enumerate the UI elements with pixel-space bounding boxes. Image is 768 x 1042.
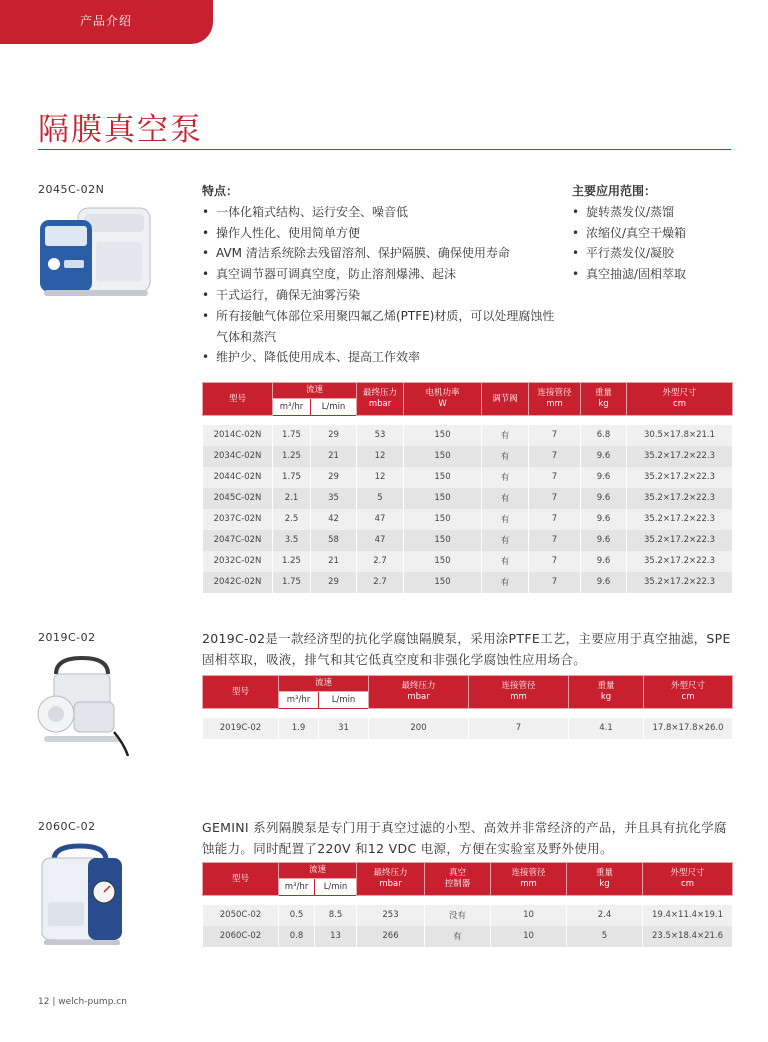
- col-header-pressure: 最终压力 mbar: [357, 383, 404, 416]
- table-cell: 有: [482, 467, 529, 488]
- col-header-model: 型号: [203, 676, 279, 709]
- table-cell: 2034C-02N: [203, 446, 273, 467]
- table-cell: 35.2×17.2×22.3: [627, 509, 733, 530]
- table-cell: 有: [482, 425, 529, 446]
- table-cell: 150: [404, 530, 482, 551]
- table-cell: 35: [311, 488, 357, 509]
- spec-table-2045c: [202, 382, 733, 593]
- table-cell: 31: [319, 718, 369, 739]
- col-header-port: 连接管径 mm: [469, 676, 569, 709]
- feature-item: • AVM 清洁系统除去残留溶剂、保护隔膜、确保使用寿命: [202, 243, 562, 264]
- col-header-pressure: 最终压力 mbar: [357, 863, 425, 896]
- page-footer: 12 | welch-pump.cn: [38, 997, 127, 1007]
- table-cell: 9.6: [581, 446, 627, 467]
- table-cell: 23.5×18.4×21.6: [643, 926, 733, 947]
- table-cell: 7: [529, 509, 581, 530]
- table-cell: 47: [357, 509, 404, 530]
- table-cell: 2.4: [567, 905, 643, 926]
- feature-item: • 维护少、降低使用成本、提高工作效率: [202, 347, 562, 368]
- table-cell: 13: [315, 926, 357, 947]
- feature-item: • 干式运行，确保无油雾污染: [202, 285, 562, 306]
- pump-2060c-image: [36, 842, 128, 948]
- col-header-controller: 真空 控制器: [425, 863, 491, 896]
- page-title: 隔膜真空泵: [38, 112, 203, 148]
- table-row: [203, 926, 733, 947]
- table-row: [203, 530, 733, 551]
- table-cell: 150: [404, 509, 482, 530]
- table-cell: 17.8×17.8×26.0: [644, 718, 733, 739]
- col-header-flow-m3: m³/hr: [279, 692, 319, 709]
- table-cell: 12: [357, 446, 404, 467]
- table-cell: 21: [311, 446, 357, 467]
- title-divider: [38, 149, 731, 150]
- section-header-label: 产品介绍: [80, 14, 133, 28]
- table-cell: 有: [425, 926, 491, 947]
- table-cell: 10: [491, 926, 567, 947]
- table-cell: 2042C-02N: [203, 572, 273, 593]
- table-cell: 有: [482, 509, 529, 530]
- col-header-dims: 外型尺寸 cm: [644, 676, 733, 709]
- table-cell: 150: [404, 446, 482, 467]
- pump-2045c-image: [36, 202, 154, 298]
- table-cell: 29: [311, 425, 357, 446]
- col-header-dims: 外型尺寸 cm: [627, 383, 733, 416]
- feature-item: • 操作人性化、使用简单方便: [202, 223, 562, 244]
- table-cell: 8.5: [315, 905, 357, 926]
- col-header-weight: 重量 kg: [567, 863, 643, 896]
- feature-item: • 真空调节器可调真空度，防止溶剂爆沸、起沫: [202, 264, 562, 285]
- table-cell: 29: [311, 467, 357, 488]
- table-cell: 0.8: [279, 926, 315, 947]
- spec-table-body: [203, 896, 733, 947]
- table-cell: 30.5×17.8×21.1: [627, 425, 733, 446]
- application-item: • 平行蒸发仪/凝胶: [572, 243, 732, 264]
- table-cell: 7: [529, 425, 581, 446]
- table-cell: 1.25: [273, 446, 311, 467]
- spec-table-body: [203, 709, 733, 739]
- applications-list: [572, 202, 732, 285]
- table-cell: 1.9: [279, 718, 319, 739]
- spec-table-body: [203, 416, 733, 593]
- table-cell: 1.75: [273, 467, 311, 488]
- table-cell: 9.6: [581, 467, 627, 488]
- table-row: [203, 905, 733, 926]
- table-cell: 7: [469, 718, 569, 739]
- application-item: • 真空抽滤/固相萃取: [572, 264, 732, 285]
- table-cell: 9.6: [581, 530, 627, 551]
- col-header-flow-lmin: L/min: [311, 399, 357, 416]
- model-label-2060c: 2060C-02: [38, 820, 96, 833]
- table-cell: 12: [357, 467, 404, 488]
- model-label-2045c: 2045C-02N: [38, 183, 105, 196]
- features-list: [202, 202, 562, 368]
- table-cell: 2.7: [357, 572, 404, 593]
- table-cell: 35.2×17.2×22.3: [627, 551, 733, 572]
- table-cell: 35.2×17.2×22.3: [627, 467, 733, 488]
- col-header-port: 连接管径 mm: [529, 383, 581, 416]
- features-title: 特点：: [202, 184, 239, 198]
- table-cell: 53: [357, 425, 404, 446]
- table-cell: 2045C-02N: [203, 488, 273, 509]
- table-cell: 6.8: [581, 425, 627, 446]
- table-row: [203, 718, 733, 739]
- col-header-valve: 调节阀: [482, 383, 529, 416]
- table-cell: 5: [567, 926, 643, 947]
- table-cell: 2.1: [273, 488, 311, 509]
- table-cell: 2050C-02: [203, 905, 279, 926]
- table-cell: 9.6: [581, 551, 627, 572]
- table-cell: 35.2×17.2×22.3: [627, 446, 733, 467]
- table-cell: 2014C-02N: [203, 425, 273, 446]
- col-header-model: 型号: [203, 383, 273, 416]
- feature-item: • 一体化箱式结构、运行安全、噪音低: [202, 202, 562, 223]
- feature-item: • 所有接触气体部位采用聚四氟乙烯(PTFE)材质，可以处理腐蚀性气体和蒸汽: [202, 306, 562, 348]
- col-header-flow-m3: m³/hr: [273, 399, 311, 416]
- table-cell: 7: [529, 467, 581, 488]
- table-cell: 200: [369, 718, 469, 739]
- table-cell: 2.7: [357, 551, 404, 572]
- table-cell: 1.75: [273, 572, 311, 593]
- table-cell: 253: [357, 905, 425, 926]
- table-cell: 10: [491, 905, 567, 926]
- table-cell: 150: [404, 467, 482, 488]
- model-label-2019c: 2019C-02: [38, 631, 96, 644]
- table-cell: 21: [311, 551, 357, 572]
- application-item: • 旋转蒸发仪/蒸馏: [572, 202, 732, 223]
- table-cell: 19.4×11.4×19.1: [643, 905, 733, 926]
- applications-title: 主要应用范围：: [572, 184, 657, 198]
- pump-2019c-image: [34, 652, 130, 756]
- table-cell: 2037C-02N: [203, 509, 273, 530]
- col-header-dims: 外型尺寸 cm: [643, 863, 733, 896]
- table-cell: 有: [482, 530, 529, 551]
- col-header-flow-lmin: L/min: [319, 692, 369, 709]
- table-cell: 35.2×17.2×22.3: [627, 488, 733, 509]
- description-2019c: 2019C-02是一款经济型的抗化学腐蚀隔膜泵，采用涂PTFE工艺，主要应用于真空抽滤，SPE固相萃取，吸液，排气和其它低真空度和非强化学腐蚀性应用场合。: [202, 631, 731, 667]
- table-cell: 7: [529, 551, 581, 572]
- table-row: [203, 488, 733, 509]
- table-cell: 35.2×17.2×22.3: [627, 530, 733, 551]
- section-header-tab: [0, 0, 213, 44]
- table-cell: 2047C-02N: [203, 530, 273, 551]
- table-cell: 150: [404, 551, 482, 572]
- table-cell: 2032C-02N: [203, 551, 273, 572]
- col-header-pressure: 最终压力 mbar: [369, 676, 469, 709]
- table-row: [203, 446, 733, 467]
- table-cell: 7: [529, 446, 581, 467]
- description-2060c: GEMINI 系列隔膜泵是专门用于真空过滤的小型、高效并非常经济的产品，并且具有抗化学腐蚀能力。同时配置了220V 和12 VDC 电源，方便在实验室及野外使用。: [202, 820, 727, 856]
- table-cell: 有: [482, 446, 529, 467]
- col-header-flow-lmin: L/min: [315, 879, 357, 896]
- table-cell: 1.25: [273, 551, 311, 572]
- table-cell: 266: [357, 926, 425, 947]
- col-header-flow: 流速: [279, 863, 357, 879]
- table-cell: 2019C-02: [203, 718, 279, 739]
- col-header-flow-m3: m³/hr: [279, 879, 315, 896]
- application-item: • 浓缩仪/真空干燥箱: [572, 223, 732, 244]
- col-header-flow: 流速: [279, 676, 369, 692]
- table-row: [203, 425, 733, 446]
- col-header-weight: 重量 kg: [569, 676, 644, 709]
- table-row: [203, 572, 733, 593]
- table-cell: 有: [482, 572, 529, 593]
- table-cell: 9.6: [581, 488, 627, 509]
- table-cell: 有: [482, 551, 529, 572]
- table-cell: 7: [529, 488, 581, 509]
- table-cell: 150: [404, 488, 482, 509]
- table-cell: 7: [529, 530, 581, 551]
- col-header-weight: 重量 kg: [581, 383, 627, 416]
- col-header-model: 型号: [203, 863, 279, 896]
- table-row: [203, 467, 733, 488]
- table-cell: 5: [357, 488, 404, 509]
- table-cell: 3.5: [273, 530, 311, 551]
- table-cell: 2060C-02: [203, 926, 279, 947]
- table-cell: 有: [482, 488, 529, 509]
- table-cell: 150: [404, 425, 482, 446]
- spec-table-2019c: [202, 675, 733, 739]
- table-cell: 0.5: [279, 905, 315, 926]
- table-cell: 4.1: [569, 718, 644, 739]
- spec-table-2060c: [202, 862, 733, 947]
- table-cell: 47: [357, 530, 404, 551]
- col-header-port: 连接管径 mm: [491, 863, 567, 896]
- table-cell: 7: [529, 572, 581, 593]
- table-cell: 42: [311, 509, 357, 530]
- table-cell: 2.5: [273, 509, 311, 530]
- col-header-flow: 流速: [273, 383, 357, 399]
- table-cell: 9.6: [581, 509, 627, 530]
- features-block: [202, 181, 562, 368]
- table-cell: 29: [311, 572, 357, 593]
- table-cell: 没有: [425, 905, 491, 926]
- table-cell: 150: [404, 572, 482, 593]
- table-cell: 35.2×17.2×22.3: [627, 572, 733, 593]
- applications-block: [572, 181, 732, 285]
- table-row: [203, 551, 733, 572]
- table-row: [203, 509, 733, 530]
- table-cell: 2044C-02N: [203, 467, 273, 488]
- table-cell: 58: [311, 530, 357, 551]
- table-cell: 1.75: [273, 425, 311, 446]
- table-cell: 9.6: [581, 572, 627, 593]
- col-header-power: 电机功率 W: [404, 383, 482, 416]
